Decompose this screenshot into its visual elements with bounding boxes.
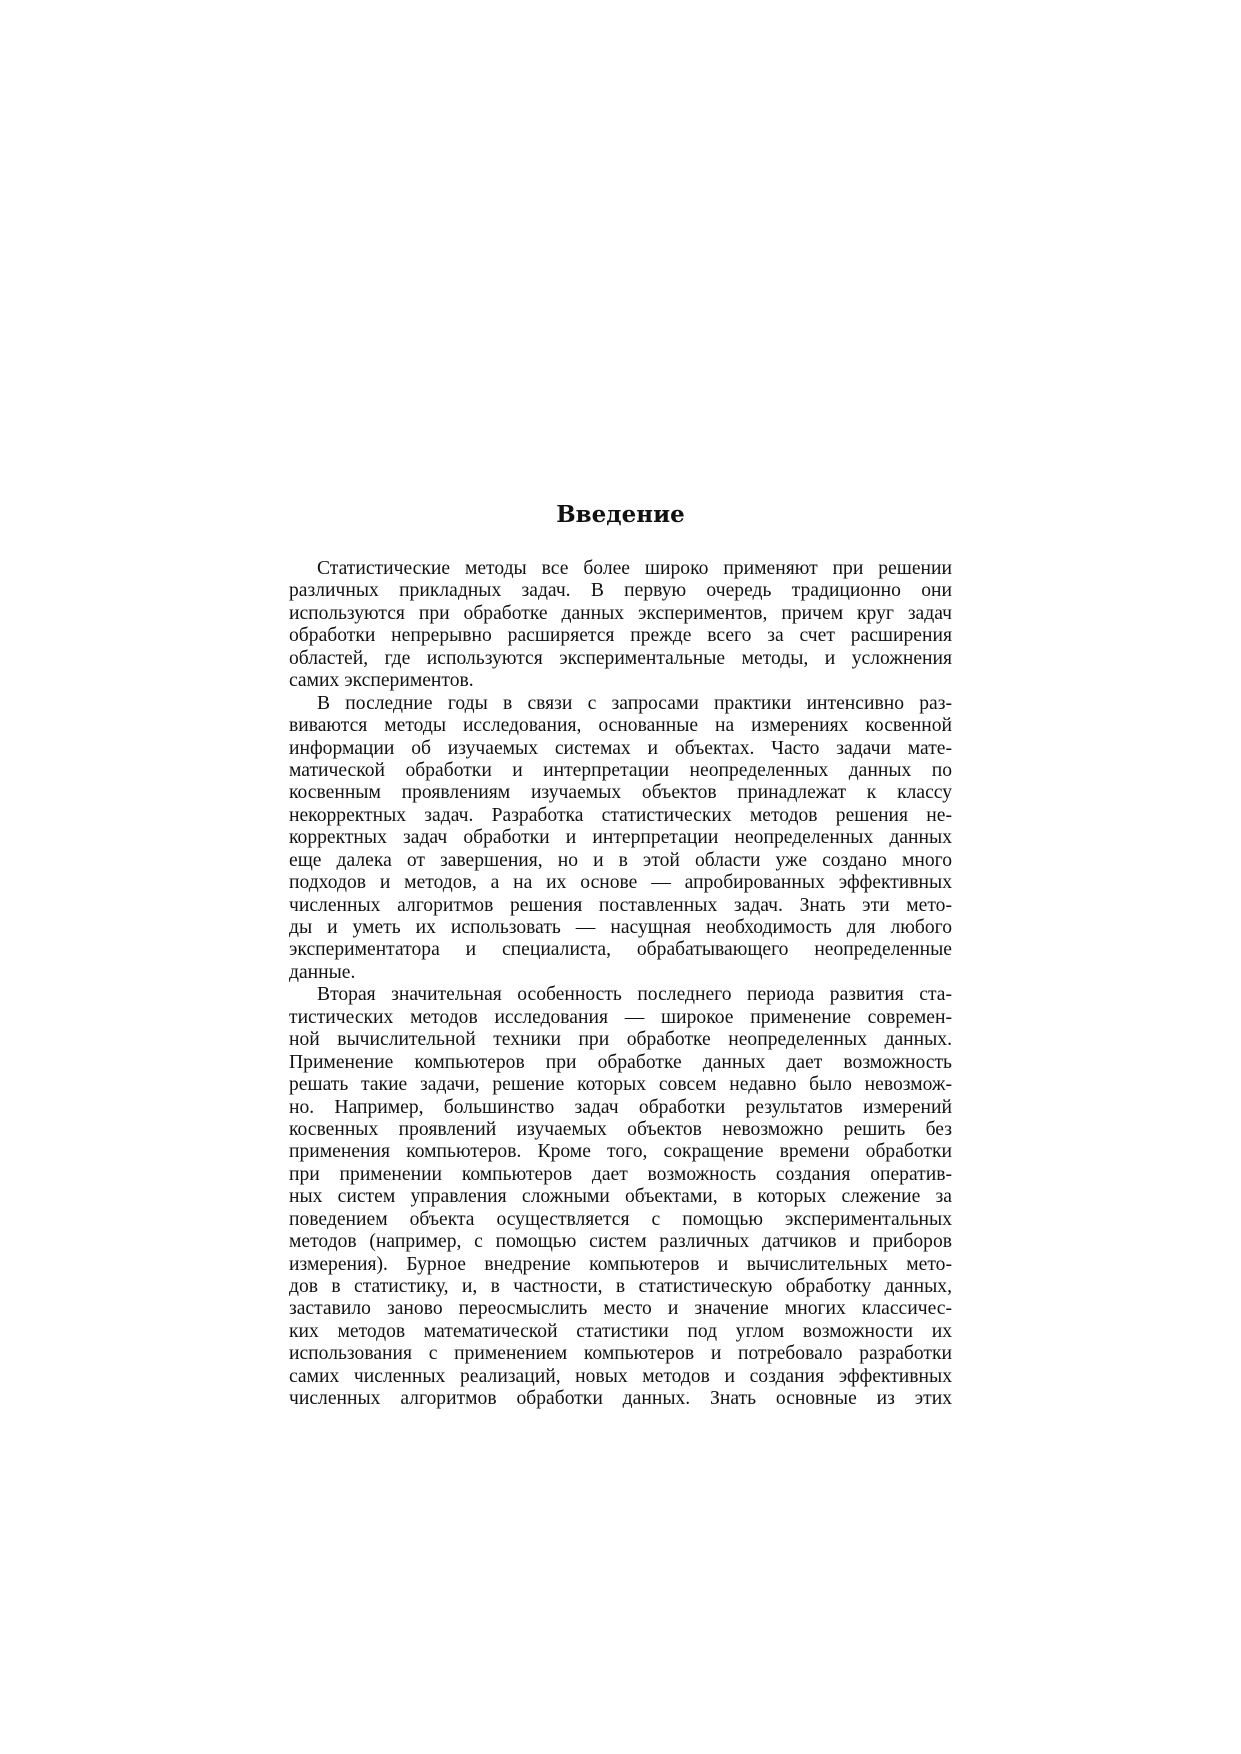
text-line: ких методов математической статистики под углом возможности их xyxy=(289,1320,952,1342)
text-line: информации об изучаемых системах и объектах. Часто задачи мате- xyxy=(289,737,952,759)
text-line: измерения). Бурное внедрение компьютеров и вычислительных мето- xyxy=(289,1253,952,1275)
text-line: данные. xyxy=(289,961,356,983)
body-text xyxy=(289,558,952,1411)
text-line: различных прикладных задач. В первую очередь традиционно они xyxy=(289,580,952,602)
text-line: подходов и методов, а на их основе — апробированных эффективных xyxy=(289,872,952,894)
text-line: областей, где используются экспериментальные методы, и усложнения xyxy=(289,647,952,669)
text-line: самих численных реализаций, новых методов и создания эффективных xyxy=(289,1365,952,1387)
text-line: методов (например, с помощью систем различных датчиков и приборов xyxy=(289,1231,952,1253)
text-line: при применении компьютеров дает возможность создания оператив- xyxy=(289,1163,952,1185)
text-line: еще далека от завершения, но и в этой области уже создано много xyxy=(289,849,952,871)
text-line: Статистические методы все более широко применяют при решении xyxy=(317,558,952,579)
text-line: косвенных проявлений изучаемых объектов невозможно решить без xyxy=(289,1118,952,1140)
paragraph-1 xyxy=(289,558,952,693)
text-line: численных алгоритмов обработки данных. Знать основные из этих xyxy=(289,1388,952,1410)
paragraph-3 xyxy=(289,984,952,1410)
text-line: ной вычислительной техники при обработке неопределенных данных. xyxy=(289,1029,952,1051)
page-title: Введение xyxy=(556,501,685,528)
paragraph-2 xyxy=(289,693,952,985)
text-line: косвенным проявлениям изучаемых объектов принадлежат к классу xyxy=(289,782,952,804)
text-line: В последние годы в связи с запросами практики интенсивно раз- xyxy=(317,692,952,714)
text-line: ных систем управления сложными объектами, в которых слежение за xyxy=(289,1186,952,1208)
text-line: дов в статистику, и, в частности, в статистическую обработку данных, xyxy=(289,1276,952,1297)
text-line: применения компьютеров. Кроме того, сокращение времени обработки xyxy=(289,1141,952,1163)
text-line: некорректных задач. Разработка статистических методов решения не- xyxy=(289,804,952,826)
text-line: но. Например, большинство задач обработки результатов измерений xyxy=(289,1096,952,1118)
text-line: экспериментатора и специалиста, обрабатывающего неопределенные xyxy=(289,939,952,961)
text-line: заставило заново переосмыслить место и значение многих классичес- xyxy=(289,1298,952,1320)
text-line: ды и уметь их использовать — насущная необходимость для любого xyxy=(289,917,952,938)
text-line: виваются методы исследования, основанные на измерениях косвенной xyxy=(289,715,952,737)
text-line: Применение компьютеров при обработке данных дает возможность xyxy=(289,1051,952,1073)
text-line: используются при обработке данных экспериментов, причем круг задач xyxy=(289,602,952,624)
text-line: решать такие задачи, решение которых совсем недавно было невозмож- xyxy=(289,1074,952,1096)
text-line: тистических методов исследования — широкое применение современ- xyxy=(289,1006,952,1028)
text-line: поведением объекта осуществляется с помощью экспериментальных xyxy=(289,1208,952,1230)
text-line: Вторая значительная особенность последнего периода развития ста- xyxy=(317,984,952,1006)
text-line: корректных задач обработки и интерпретации неопределенных данных xyxy=(289,827,952,849)
text-line: самих экспериментов. xyxy=(289,670,474,692)
text-line: матической обработки и интерпретации неопределенных данных по xyxy=(289,759,952,781)
text-line: обработки непрерывно расширяется прежде всего за счет расширения xyxy=(289,625,952,647)
text-line: использования с применением компьютеров и потребовало разработки xyxy=(289,1343,952,1365)
text-line: численных алгоритмов решения поставленных задач. Знать эти мето- xyxy=(289,894,952,916)
